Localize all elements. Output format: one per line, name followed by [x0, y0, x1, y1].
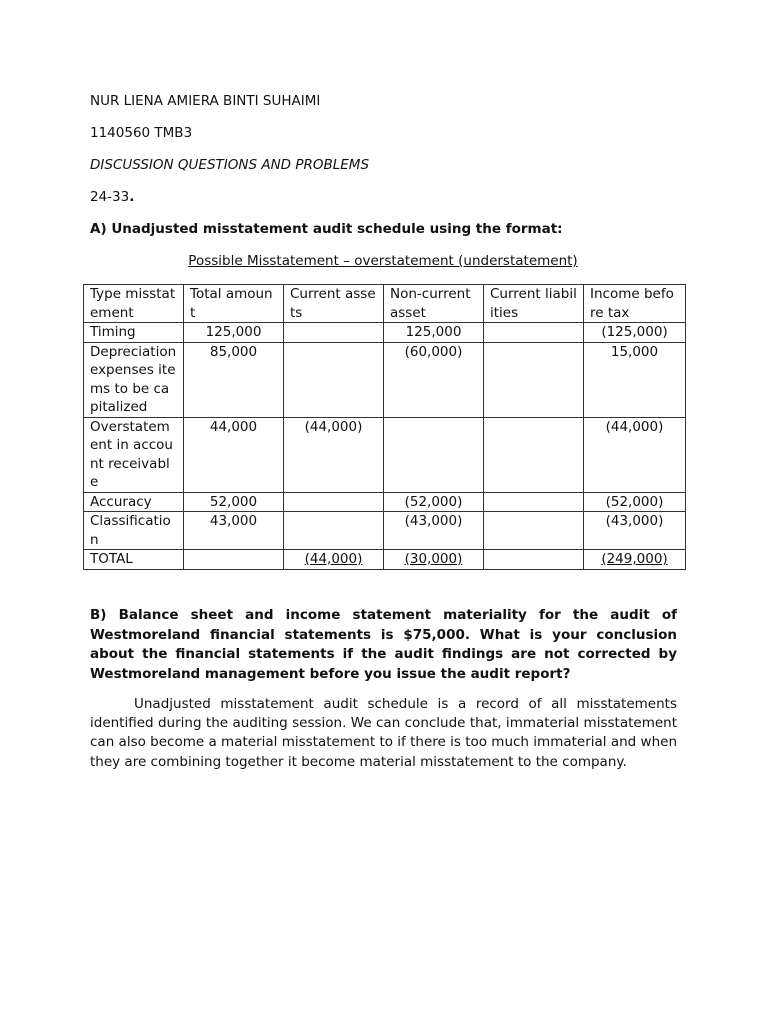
row-non-current-asset: (60,000)	[384, 342, 484, 417]
header-current-assets: Current assets	[284, 285, 384, 323]
total-income-before-tax-value: (249,000)	[601, 551, 668, 567]
row-current-liabilities	[484, 417, 584, 492]
student-name: NUR LIENA AMIERA BINTI SUHAIMI	[90, 93, 321, 109]
header-non-current-asset: Non-current asset	[384, 285, 484, 323]
problem-number	[90, 188, 134, 206]
part-b-answer: Unadjusted misstatement audit schedule is a record of all misstatements identified during the auditing session. We can conclude that, immaterial misstatement can also become a material misstatement to if there is too much immaterial and when they are combining together it become material misstatement to the company.	[90, 696, 677, 770]
row-income-before-tax: (52,000)	[584, 492, 686, 512]
header-current-liabilities: Current liabilities	[484, 285, 584, 323]
row-type: Timing	[84, 323, 184, 343]
misstatement-schedule-table	[83, 284, 686, 570]
section-title: DISCUSSION QUESTIONS AND PROBLEMS	[90, 157, 370, 173]
row-current-liabilities	[484, 512, 584, 550]
table-row	[84, 512, 686, 550]
table-row	[84, 492, 686, 512]
row-total-amount: 125,000	[184, 323, 284, 343]
table-row	[84, 342, 686, 417]
table-header-row	[84, 285, 686, 323]
total-current-assets-value: (44,000)	[304, 551, 363, 567]
total-current-liabilities	[484, 550, 584, 570]
row-income-before-tax: 15,000	[584, 342, 686, 417]
row-non-current-asset	[384, 417, 484, 492]
row-type: Depreciation expenses items to be capitalized	[84, 342, 184, 417]
row-current-assets: (44,000)	[284, 417, 384, 492]
header-total-amount: Total amount	[184, 285, 284, 323]
row-current-liabilities	[484, 323, 584, 343]
header-income-before-tax: Income before tax	[584, 285, 686, 323]
table-row	[84, 417, 686, 492]
row-non-current-asset: (43,000)	[384, 512, 484, 550]
problem-number-suffix: .	[129, 189, 135, 205]
row-type: Overstatement in account receivable	[84, 417, 184, 492]
row-total-amount: 52,000	[184, 492, 284, 512]
total-non-current-asset-value: (30,000)	[404, 551, 463, 567]
total-label: TOTAL	[84, 550, 184, 570]
row-non-current-asset: 125,000	[384, 323, 484, 343]
table-caption: Possible Misstatement – overstatement (understatement)	[188, 253, 578, 269]
row-income-before-tax: (125,000)	[584, 323, 686, 343]
header-type-misstatement: Type misstatement	[84, 285, 184, 323]
total-income-before-tax	[584, 550, 686, 570]
row-current-assets	[284, 323, 384, 343]
row-income-before-tax: (43,000)	[584, 512, 686, 550]
total-current-assets	[284, 550, 384, 570]
row-current-assets	[284, 342, 384, 417]
part-b-question: B) Balance sheet and income statement materiality for the audit of Westmoreland financial statements is $75,000. What is your conclusion about the financial statements if the audit findings are not corrected by Westmoreland management before you issue the audit report?	[90, 607, 677, 682]
row-total-amount: 43,000	[184, 512, 284, 550]
row-income-before-tax: (44,000)	[584, 417, 686, 492]
row-current-liabilities	[484, 492, 584, 512]
row-total-amount: 44,000	[184, 417, 284, 492]
student-id: 1140560 TMB3	[90, 125, 193, 141]
total-amount	[184, 550, 284, 570]
table-total-row	[84, 550, 686, 570]
row-type: Accuracy	[84, 492, 184, 512]
row-non-current-asset: (52,000)	[384, 492, 484, 512]
row-current-liabilities	[484, 342, 584, 417]
row-current-assets	[284, 492, 384, 512]
row-current-assets	[284, 512, 384, 550]
problem-number-text: 24-33	[90, 189, 130, 205]
table-row	[84, 323, 686, 343]
part-a-heading: A) Unadjusted misstatement audit schedule using the format:	[90, 221, 563, 237]
row-type: Classification	[84, 512, 184, 550]
total-non-current-asset	[384, 550, 484, 570]
row-total-amount: 85,000	[184, 342, 284, 417]
